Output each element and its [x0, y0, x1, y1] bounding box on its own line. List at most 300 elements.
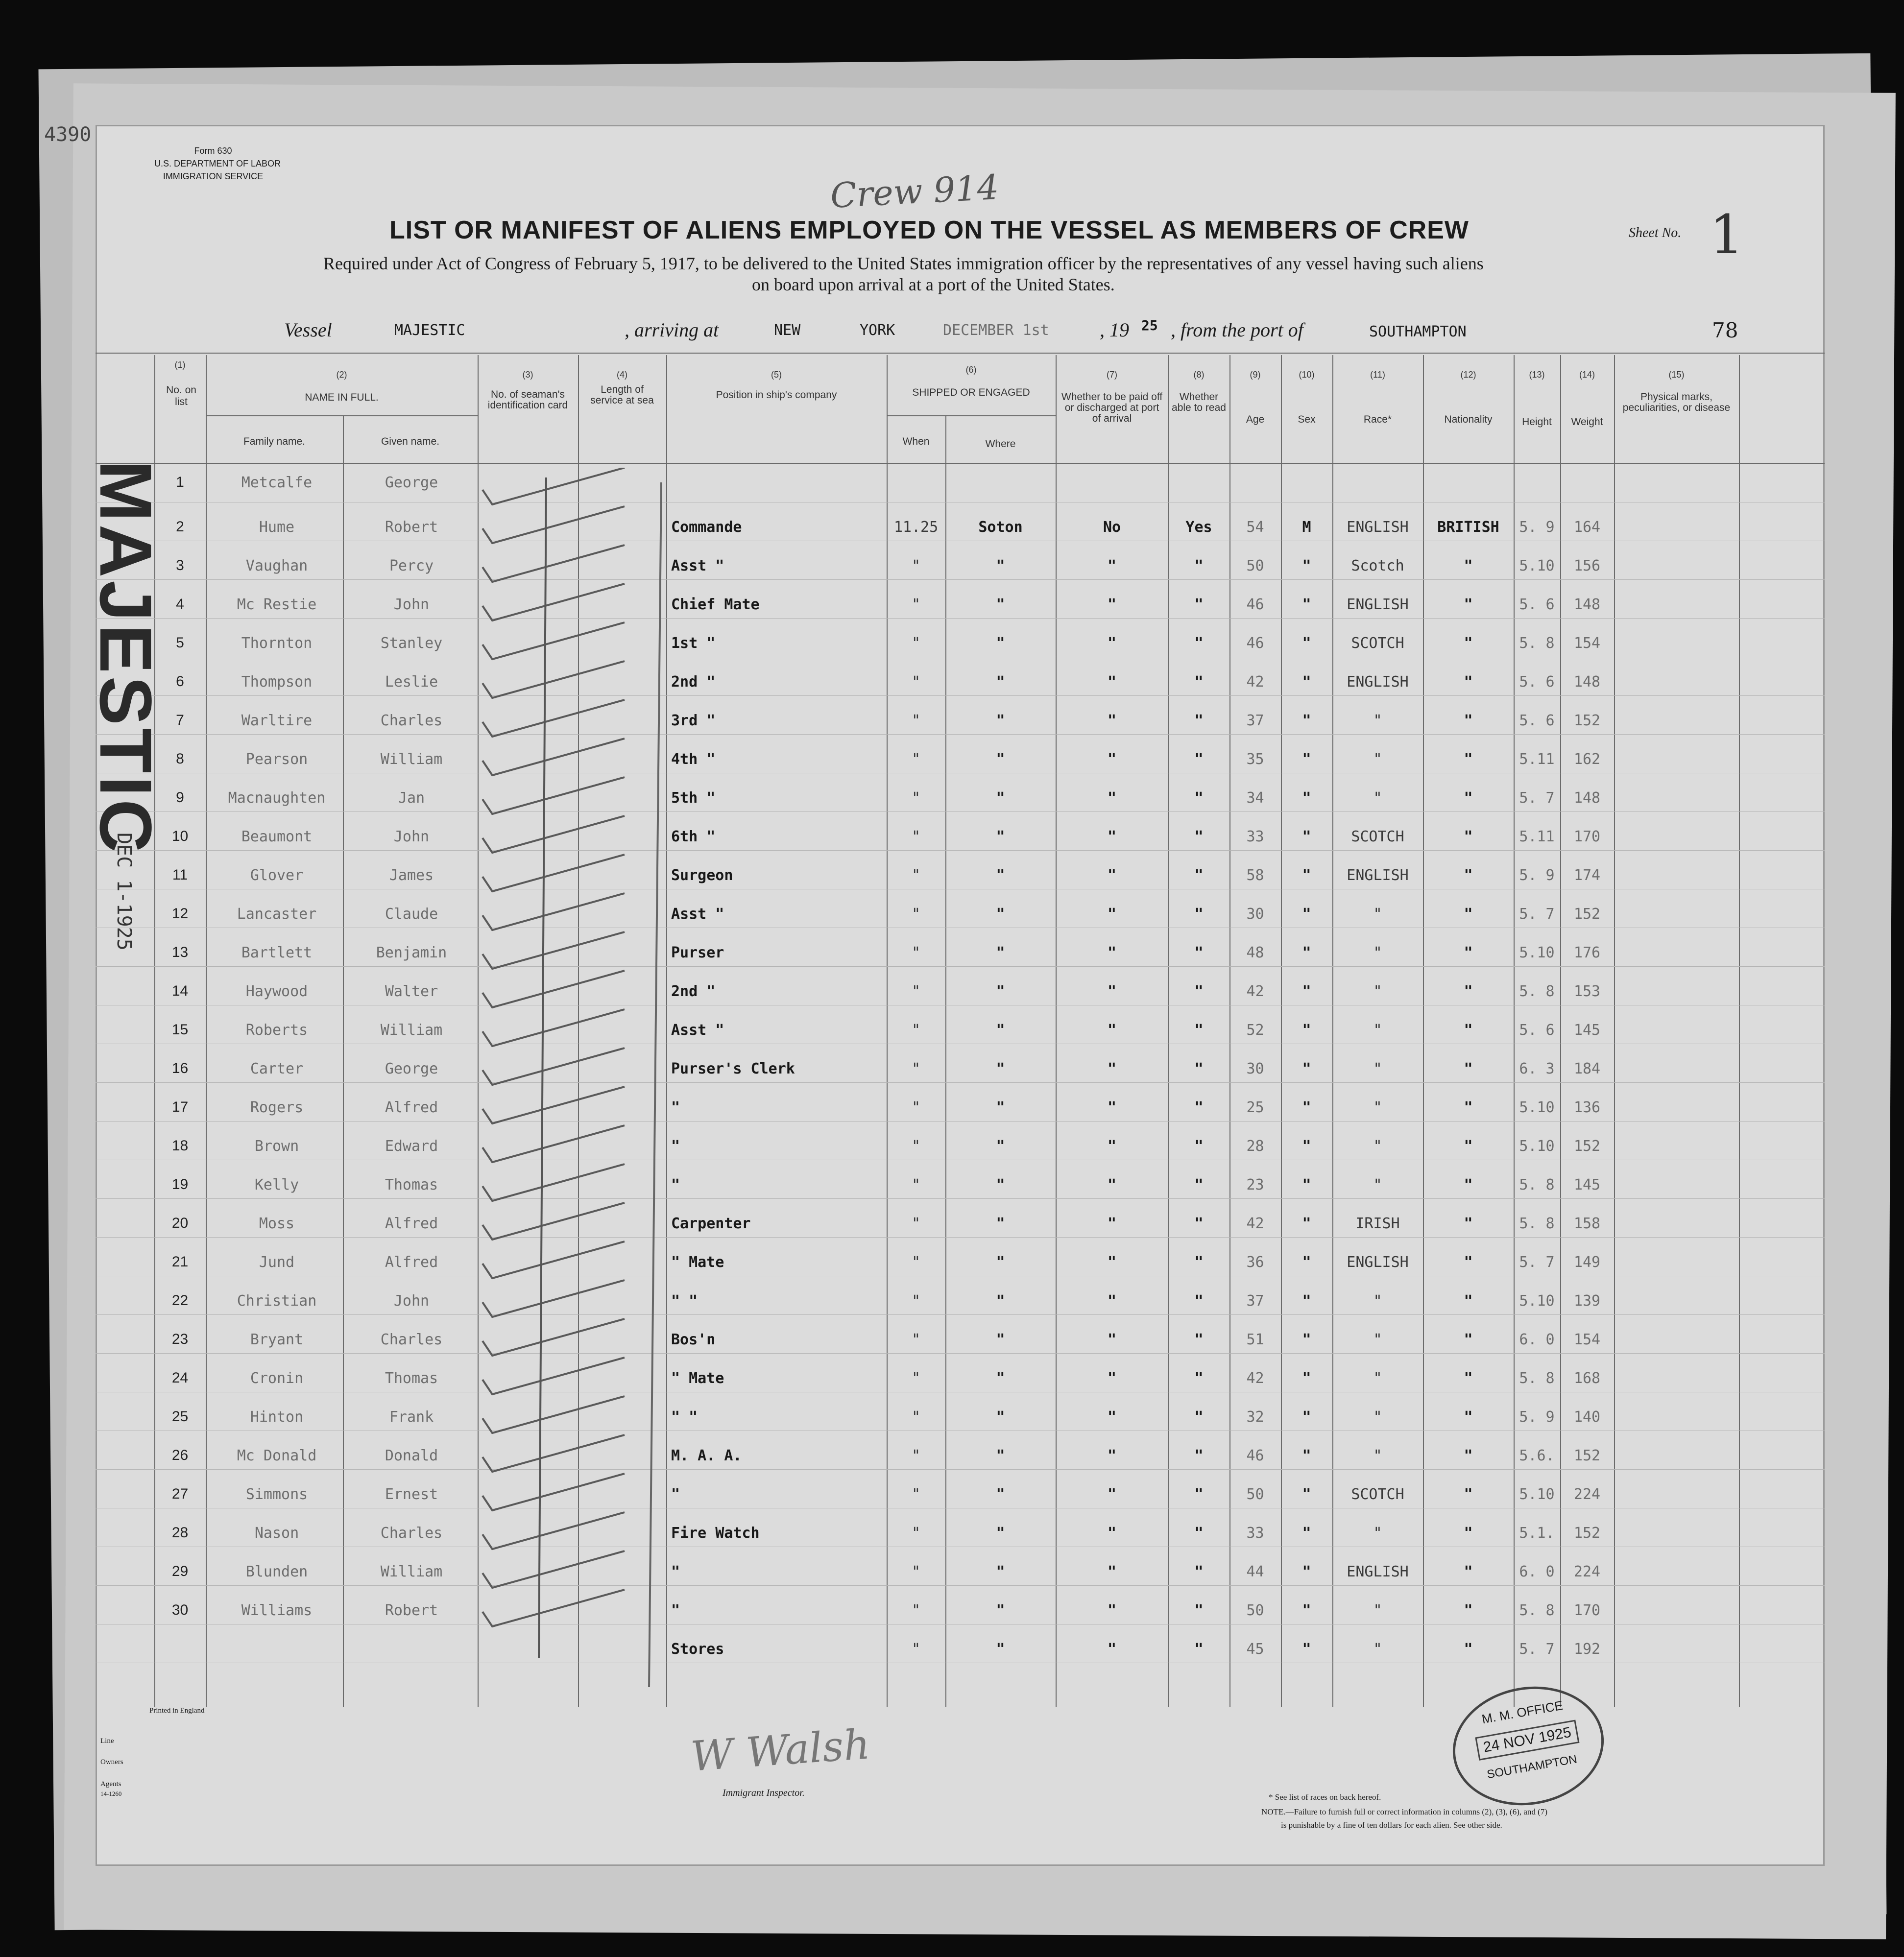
table-row [96, 1046, 1825, 1084]
cell-nationality: " [1464, 828, 1473, 845]
cell-paid: " [1107, 557, 1117, 574]
cell-position: 2nd " [671, 983, 716, 1000]
cell-family: Thompson [241, 673, 313, 691]
cell-age: 35 [1246, 751, 1264, 768]
cell-given: Jan [398, 789, 425, 807]
col6-number: (6) [965, 365, 977, 375]
vessel-name: MAJESTIC [394, 322, 465, 339]
cell-age: 46 [1246, 1447, 1264, 1464]
check-mark [482, 468, 625, 504]
cell-nationality: " [1464, 1254, 1473, 1271]
cell-sex: " [1302, 1486, 1311, 1503]
manifest-subtitle-2: on board upon arrival at a port of the United States. [752, 275, 1115, 294]
family-name-header: Family name. [243, 436, 306, 447]
cell-position: 1st " [671, 635, 716, 652]
cell-when: " [911, 1292, 921, 1310]
cell-nationality: " [1464, 557, 1473, 574]
cell-no: 23 [171, 1331, 189, 1347]
cell-position: 4th " [671, 751, 716, 768]
cell-position: M. A. A. [671, 1447, 742, 1464]
side-vessel-stamp: MAJESTIC [85, 460, 167, 856]
table-row [96, 1084, 1825, 1123]
port-york: YORK [860, 322, 895, 339]
col15-number: (15) [1668, 370, 1685, 380]
cell-given: Charles [380, 1331, 443, 1348]
cell-age: 50 [1246, 557, 1264, 574]
cell-given: Benjamin [376, 944, 447, 961]
cell-nationality: " [1464, 1215, 1473, 1232]
cell-where: " [996, 867, 1005, 884]
cell-where: " [996, 1138, 1005, 1155]
cell-age: 50 [1246, 1486, 1264, 1503]
cell-family: Hinton [250, 1408, 304, 1426]
cell-race: ENGLISH [1347, 867, 1409, 884]
cell-paid: " [1107, 828, 1117, 845]
cell-where: " [996, 1331, 1005, 1348]
cell-height: 5. 8 [1519, 635, 1555, 652]
cell-where: " [996, 1176, 1005, 1193]
cell-no: 11 [172, 867, 188, 883]
cell-race: SCOTCH [1351, 1486, 1404, 1503]
cell-race: " [1373, 906, 1382, 923]
cell-family: Cronin [250, 1370, 304, 1387]
cell-paid: " [1107, 1331, 1117, 1348]
cell-nationality: " [1464, 712, 1473, 729]
check-mark [482, 1241, 625, 1278]
cell-family: Metcalfe [241, 474, 313, 491]
cell-age: 45 [1246, 1641, 1264, 1658]
cell-race: SCOTCH [1351, 828, 1404, 845]
cell-read: " [1194, 1176, 1204, 1193]
cell-where: " [996, 673, 1005, 691]
cell-race: " [1373, 1641, 1382, 1658]
cell-where: " [996, 983, 1005, 1000]
cell-weight: 136 [1573, 1099, 1601, 1116]
cell-sex: " [1302, 751, 1311, 768]
col1-number: (1) [174, 360, 186, 370]
cell-when: " [911, 712, 921, 729]
cell-no: 5 [176, 635, 184, 651]
cell-no: 8 [176, 751, 184, 767]
cell-race: SCOTCH [1351, 635, 1404, 652]
check-mark [482, 1087, 625, 1123]
cell-family: Beaumont [241, 828, 313, 845]
cell-race: " [1373, 789, 1382, 807]
cell-given: George [385, 474, 438, 491]
check-mark [482, 1435, 625, 1472]
cell-given: Leslie [385, 673, 438, 691]
cell-read: " [1194, 596, 1204, 613]
cell-paid: " [1107, 1641, 1117, 1658]
given-name-header: Given name. [381, 436, 440, 447]
cell-given: Stanley [380, 635, 443, 652]
cell-read: " [1194, 906, 1204, 923]
cell-race: " [1373, 1525, 1382, 1542]
cell-paid: " [1107, 1408, 1117, 1426]
cell-read: " [1194, 944, 1204, 961]
check-mark [482, 1009, 625, 1046]
cell-read: " [1194, 1060, 1204, 1077]
check-mark [482, 584, 625, 621]
cell-nationality: " [1464, 1486, 1473, 1503]
cell-when: " [911, 789, 921, 807]
cell-position: 2nd " [671, 673, 716, 691]
cell-height: 5. 8 [1519, 1370, 1555, 1387]
cell-read: " [1194, 635, 1204, 652]
cell-read: " [1194, 1408, 1204, 1426]
cell-paid: " [1107, 1254, 1117, 1271]
cell-age: 30 [1246, 906, 1264, 923]
cell-position: " [671, 1563, 680, 1580]
cell-height: 5. 9 [1519, 1408, 1555, 1426]
cell-when: 11.25 [893, 519, 939, 536]
check-mark [482, 932, 625, 969]
cell-when: " [911, 1525, 921, 1542]
cell-read: " [1194, 789, 1204, 807]
cell-read: " [1194, 751, 1204, 768]
cell-read: " [1194, 557, 1204, 574]
cell-weight: 145 [1573, 1022, 1601, 1039]
cell-nationality: " [1464, 1525, 1473, 1542]
table-row [96, 1432, 1825, 1471]
cell-where: " [996, 1602, 1005, 1619]
cell-family: Christian [237, 1292, 317, 1310]
col13-header: Height [1522, 416, 1552, 428]
cell-where: " [996, 1099, 1005, 1116]
cell-age: 50 [1246, 1602, 1264, 1619]
cell-where: " [996, 1215, 1005, 1232]
cell-race: " [1373, 1099, 1382, 1116]
cell-age: 23 [1246, 1176, 1264, 1193]
cell-nationality: " [1464, 596, 1473, 613]
cell-where: " [996, 944, 1005, 961]
cell-no: 20 [171, 1215, 189, 1231]
cell-age: 42 [1246, 673, 1264, 691]
cell-family: Mc Donald [237, 1447, 317, 1464]
cell-height: 5. 7 [1519, 789, 1555, 807]
cell-height: 5.10 [1519, 557, 1555, 574]
cell-where: Soton [978, 519, 1023, 536]
cell-nationality: " [1464, 1060, 1473, 1077]
table-row [96, 1007, 1825, 1046]
cell-family: Brown [254, 1138, 299, 1155]
port-new: NEW [774, 322, 801, 339]
cell-age: 33 [1246, 1525, 1264, 1542]
cell-paid: " [1107, 1099, 1117, 1116]
cell-age: 33 [1246, 828, 1264, 845]
cell-race: " [1373, 944, 1382, 961]
cell-weight: 148 [1573, 596, 1601, 613]
cell-when: " [911, 1370, 921, 1387]
cell-given: William [380, 751, 443, 768]
check-mark [482, 739, 625, 775]
cell-given: Alfred [385, 1099, 438, 1116]
table-row [96, 891, 1825, 930]
cell-weight: 176 [1573, 944, 1601, 961]
table-row [96, 1162, 1825, 1200]
cell-where: " [996, 557, 1005, 574]
cell-read: Yes [1185, 519, 1212, 536]
table-row [96, 1123, 1825, 1162]
cell-nationality: " [1464, 1370, 1473, 1387]
cell-nationality: " [1464, 1022, 1473, 1039]
cell-when: " [911, 944, 921, 961]
col6-header: SHIPPED OR ENGAGED [912, 387, 1030, 398]
cell-sex: " [1302, 906, 1311, 923]
cell-given: James [389, 867, 434, 884]
cell-no: 18 [171, 1138, 189, 1154]
cell-weight: 152 [1573, 1447, 1601, 1464]
cell-weight: 156 [1573, 557, 1601, 574]
cell-where: " [996, 1486, 1005, 1503]
cell-no: 26 [171, 1447, 189, 1463]
cell-when: " [911, 596, 921, 613]
cell-given: John [393, 596, 430, 613]
cell-sex: " [1302, 867, 1311, 884]
col14-number: (14) [1579, 370, 1595, 380]
check-mark [482, 777, 625, 814]
cell-weight: 152 [1573, 1138, 1601, 1155]
cell-family: Vaughan [245, 557, 308, 574]
cell-weight: 148 [1573, 673, 1601, 691]
table-row [96, 1510, 1825, 1549]
cell-age: 37 [1246, 712, 1264, 729]
cell-no: 7 [176, 712, 184, 728]
col9-number: (9) [1250, 370, 1261, 380]
cell-given: Charles [380, 712, 443, 729]
cell-family: Warltire [241, 712, 313, 729]
cell-position: 6th " [671, 828, 716, 845]
cell-when: " [911, 1331, 921, 1348]
cell-sex: " [1302, 635, 1311, 652]
cell-age: 44 [1246, 1563, 1264, 1580]
manifest-title: LIST OR MANIFEST OF ALIENS EMPLOYED ON THE VESSEL AS MEMBERS OF CREW [389, 216, 1469, 244]
cell-sex: " [1302, 673, 1311, 691]
cell-race: ENGLISH [1347, 1563, 1409, 1580]
cell-weight: 152 [1573, 906, 1601, 923]
stamp-date: 24 NOV 1925 [1475, 1720, 1579, 1761]
cell-sex: " [1302, 1370, 1311, 1387]
cell-position: Purser [671, 944, 724, 961]
cell-paid: " [1107, 712, 1117, 729]
cell-where: " [996, 596, 1005, 613]
cell-position: Stores [671, 1641, 724, 1658]
cell-paid: " [1107, 1060, 1117, 1077]
cell-weight: 192 [1573, 1641, 1601, 1658]
owners-label: Owners [100, 1758, 123, 1766]
cell-age: 32 [1246, 1408, 1264, 1426]
table-row [96, 1587, 1825, 1626]
vessel-line-rule [96, 353, 1825, 354]
cell-nationality: " [1464, 1176, 1473, 1193]
cell-when: " [911, 557, 921, 574]
cell-nationality: " [1464, 944, 1473, 961]
col15-header: Physical marks, peculiarities, or disease [1622, 391, 1731, 413]
cell-age: 46 [1246, 635, 1264, 652]
check-mark [482, 1396, 625, 1433]
cell-no: 2 [176, 519, 184, 535]
cell-height: 5.10 [1519, 1099, 1555, 1116]
cell-given: Frank [389, 1408, 434, 1426]
cell-race: " [1373, 1138, 1382, 1155]
cell-weight: 168 [1573, 1370, 1601, 1387]
cell-position: Chief Mate [671, 596, 760, 613]
cell-race: " [1373, 712, 1382, 729]
col12-header: Nationality [1444, 414, 1493, 425]
check-mark [482, 1280, 625, 1317]
cell-weight: 152 [1573, 1525, 1601, 1542]
cell-age: 52 [1246, 1022, 1264, 1039]
cell-where: " [996, 635, 1005, 652]
cell-no: 4 [176, 596, 184, 612]
cell-family: Nason [254, 1525, 299, 1542]
cell-read: " [1194, 1215, 1204, 1232]
cell-position: Fire Watch [671, 1525, 760, 1542]
cell-read: " [1194, 867, 1204, 884]
sheet-label: Sheet No. [1629, 225, 1682, 240]
cell-sex: " [1302, 557, 1311, 574]
cell-height: 5. 6 [1519, 596, 1555, 613]
cell-age: 54 [1246, 519, 1264, 536]
cell-when: " [911, 673, 921, 691]
cell-read: " [1194, 1525, 1204, 1542]
cell-position: Asst " [671, 557, 724, 574]
cell-position: 3rd " [671, 712, 716, 729]
table-row [96, 813, 1825, 852]
cell-age: 36 [1246, 1254, 1264, 1271]
cell-when: " [911, 1563, 921, 1580]
cell-no: 1 [176, 474, 184, 490]
shipped-subheader-rule [887, 415, 1056, 416]
col11-number: (11) [1370, 370, 1385, 380]
cell-position: " [671, 1138, 680, 1155]
cell-family: Macnaughten [228, 789, 326, 807]
cell-height: 5.10 [1519, 1292, 1555, 1310]
stamp-bottom-text: SOUTHAMPTON [1486, 1752, 1578, 1782]
check-mark [482, 893, 625, 930]
table-row [96, 1355, 1825, 1394]
cell-when: " [911, 1641, 921, 1658]
cell-paid: No [1103, 519, 1121, 536]
cell-given: Ernest [385, 1486, 438, 1503]
cell-weight: 148 [1573, 789, 1601, 807]
cell-height: 6. 0 [1519, 1563, 1555, 1580]
cell-paid: " [1107, 1370, 1117, 1387]
cell-sex: " [1302, 1447, 1311, 1464]
cell-read: " [1194, 1292, 1204, 1310]
cell-weight: 174 [1573, 867, 1601, 884]
cell-where: " [996, 1563, 1005, 1580]
cell-nationality: " [1464, 983, 1473, 1000]
col3-header: No. of seaman's identification card [487, 389, 568, 411]
cell-height: 5.11 [1519, 751, 1555, 768]
cell-height: 5.10 [1519, 1486, 1555, 1503]
cell-age: 46 [1246, 596, 1264, 613]
cell-read: " [1194, 1138, 1204, 1155]
check-mark [482, 622, 625, 659]
table-row [96, 581, 1825, 620]
cell-position: " [671, 1486, 680, 1503]
cell-paid: " [1107, 1215, 1117, 1232]
cell-height: 5.10 [1519, 944, 1555, 961]
cell-position: Asst " [671, 906, 724, 923]
check-mark [482, 506, 625, 543]
cell-no: 6 [176, 673, 184, 690]
cell-family: Thornton [241, 635, 313, 652]
table-row [96, 1549, 1825, 1587]
cell-sex: " [1302, 596, 1311, 613]
cell-when: " [911, 1447, 921, 1464]
cell-given: Walter [385, 983, 438, 1000]
table-row [96, 1239, 1825, 1278]
table-row [96, 659, 1825, 697]
cell-height: 6. 0 [1519, 1331, 1555, 1348]
check-mark [482, 1590, 625, 1626]
cell-weight: 224 [1573, 1486, 1601, 1503]
check-mark [482, 545, 625, 582]
cell-weight: 139 [1573, 1292, 1601, 1310]
check-mark [482, 700, 625, 737]
cell-family: Mc Restie [237, 596, 317, 613]
cell-height: 5. 8 [1519, 1215, 1555, 1232]
cell-age: 42 [1246, 1370, 1264, 1387]
cell-paid: " [1107, 1447, 1117, 1464]
cell-race: " [1373, 1408, 1382, 1426]
cell-weight: 164 [1573, 519, 1601, 536]
cell-when: " [911, 983, 921, 1000]
cell-no: 13 [171, 944, 189, 960]
cell-height: 6. 3 [1519, 1060, 1555, 1077]
cell-height: 5. 6 [1519, 1022, 1555, 1039]
cell-where: " [996, 751, 1005, 768]
cell-paid: " [1107, 673, 1117, 691]
cell-weight: 154 [1573, 1331, 1601, 1348]
cell-read: " [1194, 1602, 1204, 1619]
cell-race: " [1373, 1292, 1382, 1310]
cell-family: Kelly [254, 1176, 299, 1193]
page-reference: 78 [1712, 318, 1738, 342]
col4-number: (4) [617, 370, 627, 380]
cell-when: " [911, 906, 921, 923]
cell-age: 28 [1246, 1138, 1264, 1155]
cell-no: 28 [171, 1525, 189, 1541]
department-label: U.S. DEPARTMENT OF LABOR [154, 159, 281, 168]
cell-no: 24 [171, 1370, 189, 1386]
check-mark [482, 816, 625, 853]
table-row [96, 930, 1825, 968]
col2-header: NAME IN FULL. [305, 392, 379, 403]
printed-note: Printed in England [149, 1707, 205, 1715]
cell-no: 17 [171, 1099, 189, 1115]
table-row [96, 543, 1825, 581]
when-header: When [902, 436, 930, 447]
cell-sex: " [1302, 1563, 1311, 1580]
pencil-line-col4 [649, 482, 661, 1687]
handwritten-crew-number: Crew 914 [829, 167, 1000, 216]
cell-height: 5.6. [1519, 1447, 1555, 1464]
cell-where: " [996, 1408, 1005, 1426]
check-mark [482, 1512, 625, 1549]
cell-race: ENGLISH [1347, 1254, 1409, 1271]
col11-header: Race* [1363, 414, 1392, 425]
cell-where: " [996, 712, 1005, 729]
cell-race: " [1373, 1447, 1382, 1464]
cell-weight: 152 [1573, 712, 1601, 729]
year-suffix: 25 [1141, 317, 1158, 334]
check-mark [482, 1125, 625, 1162]
cell-when: " [911, 1022, 921, 1039]
cell-race: " [1373, 1370, 1382, 1387]
